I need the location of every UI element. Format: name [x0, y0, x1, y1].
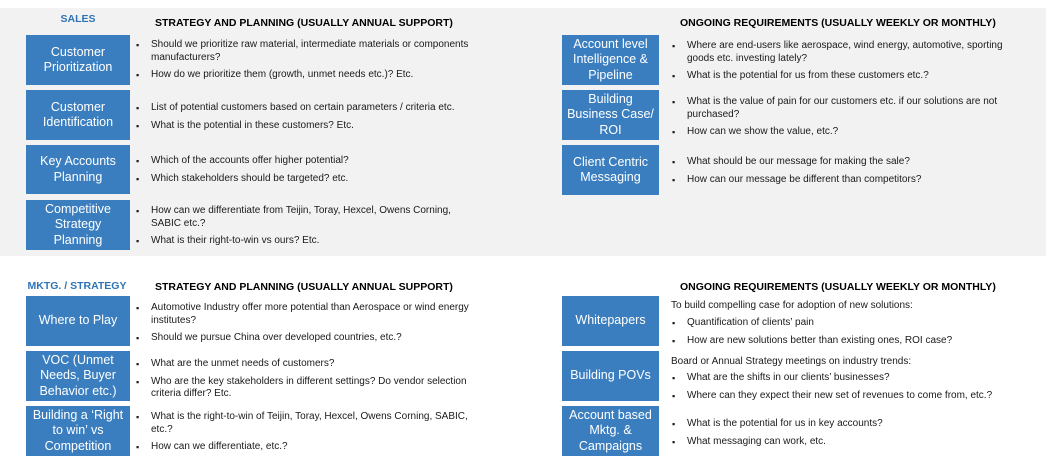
- list-item: ▪ How do we prioritize them (growth, unmet needs etc.)? Etc.: [135, 69, 480, 82]
- building-povs-list: [671, 372, 1041, 407]
- account-level-intelligence-box: Account level Intelligence & Pipeline: [562, 35, 659, 85]
- list-item: ▪ How can we differentiate from Teijin, Toray, Hexcel, Owens Corning, SABIC etc.?: [135, 205, 480, 230]
- list-item: ▪ List of potential customers based on certain parameters / criteria etc.: [135, 102, 495, 115]
- list-item: ▪ Automotive Industry offer more potential than Aerospace or wind energy institutes?: [135, 302, 480, 327]
- voc-box: VOC (Unmet Needs, Buyer Behavior etc.): [26, 351, 130, 401]
- customer-identification-box: Customer Identification: [26, 90, 130, 140]
- right-to-win-box: Building a ‘Right to win’ vs Competition: [26, 406, 130, 456]
- list-item: ▪ How can we show the value, etc.?: [671, 126, 1041, 139]
- list-item: ▪ Should we pursue China over developed countries, etc.?: [135, 332, 480, 345]
- building-business-case-box: Building Business Case/ ROI: [562, 90, 659, 140]
- list-item: ▪ What are the unmet needs of customers?: [135, 358, 480, 371]
- list-item: ▪ What messaging can work, etc.: [671, 436, 1041, 449]
- list-item: ▪ What should be our message for making the sale?: [671, 156, 1041, 169]
- sales-section-label: SALES: [60, 13, 96, 25]
- list-item: ▪ Should we prioritize raw material, intermediate materials or components manufacturers?: [135, 39, 480, 64]
- list-item: ▪ Quantification of clients’ pain: [671, 317, 1041, 330]
- list-item: ▪ What is the potential in these customers? Etc.: [135, 120, 495, 133]
- list-item: ▪ How are new solutions better than existing ones, ROI case?: [671, 335, 1041, 348]
- key-accounts-planning-box: Key Accounts Planning: [26, 145, 130, 194]
- list-item: ▪ What is the potential for us from these customers etc.?: [671, 70, 1016, 83]
- list-item: ▪ How can we differentiate, etc.?: [135, 441, 480, 454]
- whitepapers-list: [671, 317, 1041, 352]
- sales-strategy-heading: STRATEGY AND PLANNING (USUALLY ANNUAL SUPPORT): [155, 17, 453, 29]
- account-based-mktg-list: [671, 418, 1041, 453]
- list-item: ▪ What is their right-to-win vs ours? Etc.: [135, 235, 480, 248]
- account-based-mktg-box: Account based Mktg. & Campaigns: [562, 406, 659, 456]
- sales-ongoing-heading: ONGOING REQUIREMENTS (USUALLY WEEKLY OR MONTHLY): [680, 17, 996, 29]
- list-item: ▪ What is the value of pain for our customers etc. if our solutions are not purchased?: [671, 96, 1041, 121]
- customer-prioritization-box: Customer Prioritization: [26, 35, 130, 85]
- list-item: ▪ Which of the accounts offer higher potential?: [135, 155, 495, 168]
- building-business-case-list: [671, 96, 1041, 144]
- whitepapers-intro: To build compelling case for adoption of new solutions:: [671, 300, 913, 311]
- building-povs-intro: Board or Annual Strategy meetings on industry trends:: [671, 356, 912, 367]
- list-item: ▪ Where are end-users like aerospace, wind energy, automotive, sporting goods etc. investing lately?: [671, 40, 1016, 65]
- list-item: ▪ Which stakeholders should be targeted? etc.: [135, 173, 495, 186]
- list-item: ▪ Who are the key stakeholders in different settings? Do vendor selection criteria differ? Etc.: [135, 376, 480, 401]
- mktg-strategy-heading: STRATEGY AND PLANNING (USUALLY ANNUAL SUPPORT): [155, 281, 453, 293]
- customer-identification-list: [135, 102, 495, 137]
- where-to-play-box: Where to Play: [26, 296, 130, 346]
- competitive-strategy-planning-box: Competitive Strategy Planning: [26, 200, 130, 250]
- customer-prioritization-list: [135, 39, 480, 87]
- key-accounts-planning-list: [135, 155, 495, 190]
- list-item: ▪ How can our message be different than competitors?: [671, 174, 1041, 187]
- list-item: ▪ What are the shifts in our clients’ businesses?: [671, 372, 1041, 385]
- whitepapers-box: Whitepapers: [562, 296, 659, 346]
- competitive-strategy-planning-list: [135, 205, 480, 253]
- building-povs-box: Building POVs: [562, 351, 659, 401]
- right-to-win-list: [135, 411, 480, 459]
- account-level-intelligence-list: [671, 40, 1016, 88]
- list-item: ▪ What is the potential for us in key accounts?: [671, 418, 1041, 431]
- mktg-ongoing-heading: ONGOING REQUIREMENTS (USUALLY WEEKLY OR MONTHLY): [680, 281, 996, 293]
- mktg-section-label: MKTG. / STRATEGY: [27, 280, 127, 292]
- voc-list: [135, 358, 480, 406]
- list-item: ▪ What is the right-to-win of Teijin, Toray, Hexcel, Owens Corning, SABIC, etc.?: [135, 411, 480, 436]
- client-centric-messaging-list: [671, 156, 1041, 191]
- list-item: ▪ Where can they expect their new set of revenues to come from, etc.?: [671, 390, 1041, 403]
- client-centric-messaging-box: Client Centric Messaging: [562, 145, 659, 195]
- where-to-play-list: [135, 302, 480, 350]
